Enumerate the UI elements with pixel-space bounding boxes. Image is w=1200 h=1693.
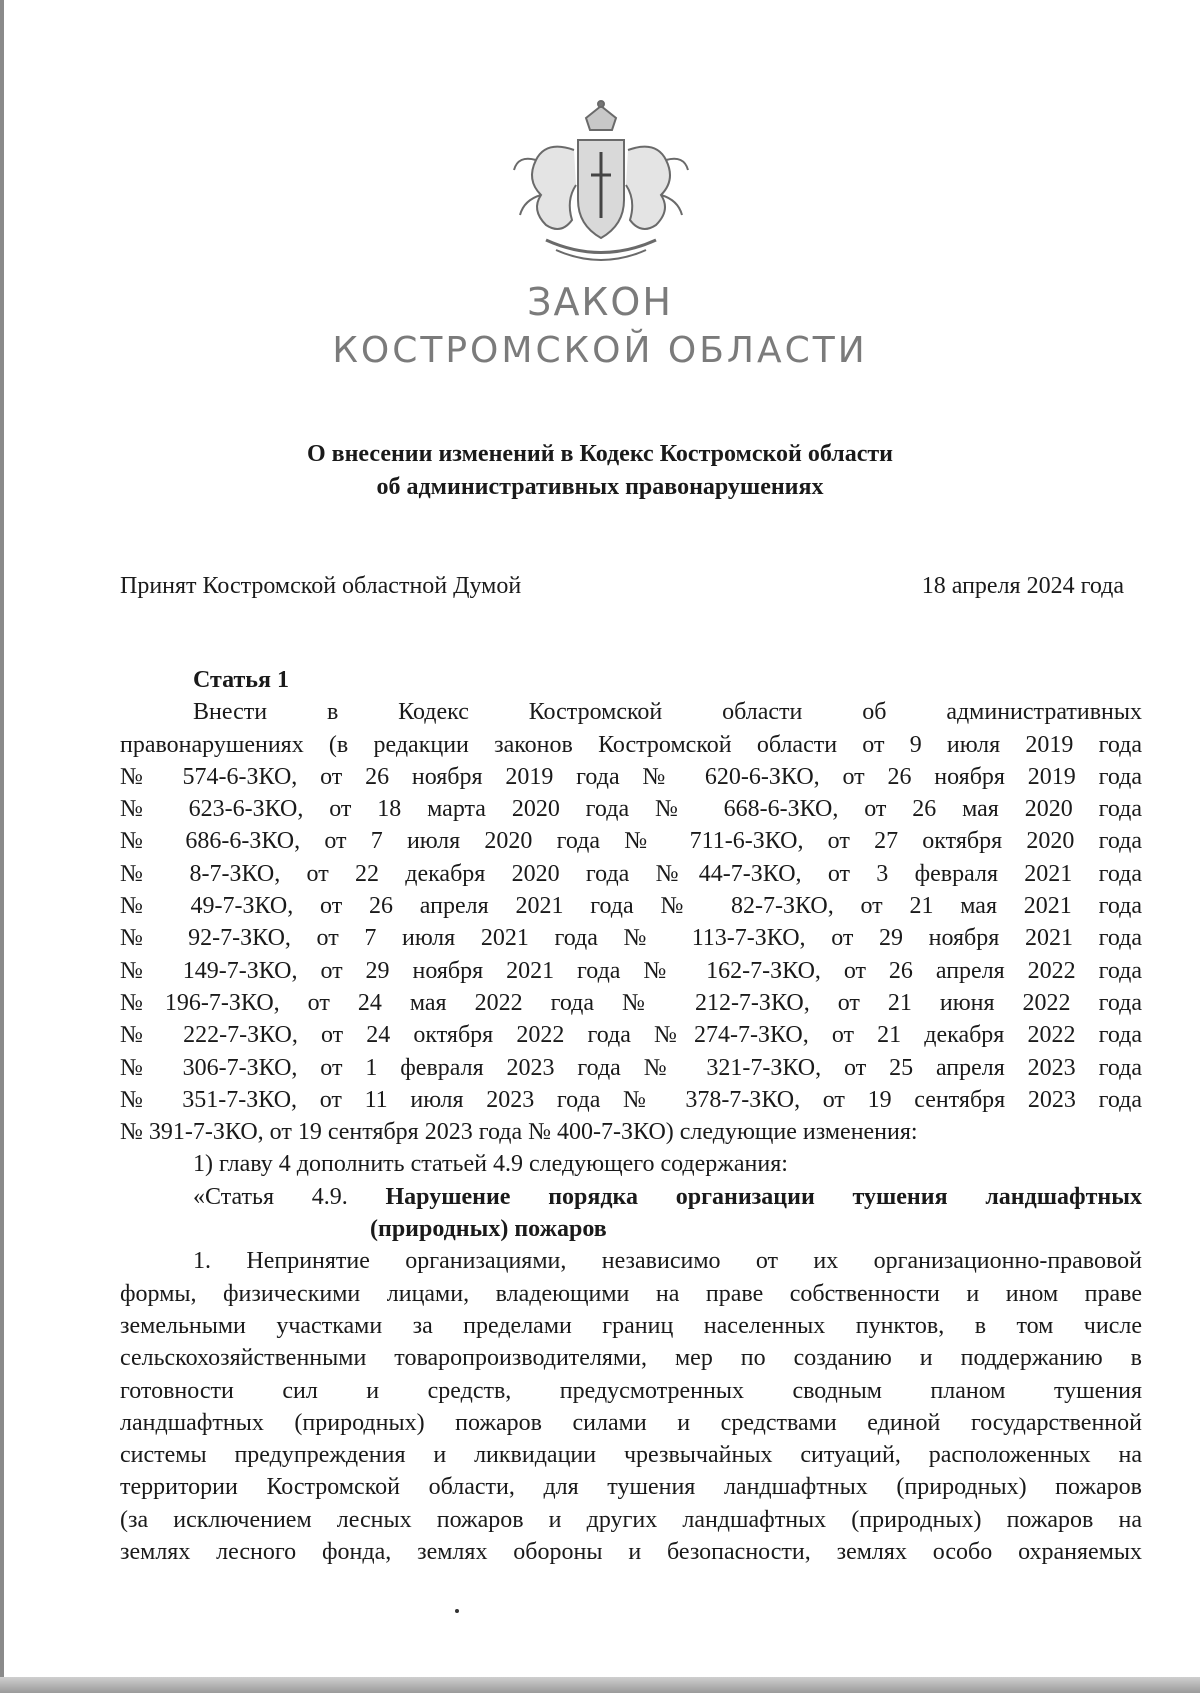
adoption-date: 18 апреля 2024 года [921,573,1124,599]
law-title-line2: КОСТРОМСКОЙ ОБЛАСТИ [332,330,868,371]
law-subject [0,438,1200,504]
article-1-heading: Статья 1 [193,667,289,693]
article-1-line: № 92-7-ЗКО, от 7 июля 2021 года № 113-7-ЗКО, от 29 ноября 2021 года [120,925,1142,952]
article-1-line: правонарушениях (в редакции законов Костромской области от 9 июля 2019 года [120,731,1142,758]
scan-bottom-edge [0,1677,1200,1693]
subject-line2: об административных правонарушениях [376,474,824,500]
coat-of-arms-icon [506,100,696,270]
article-1-line: Внести в Кодекс Костромской области об административных [193,699,1142,726]
article-1-line: № 351-7-ЗКО, от 11 июля 2023 года № 378-7-ЗКО, от 19 сентября 2023 года [120,1086,1142,1113]
paragraph-1-line: 1. Непринятие организациями, независимо от их организационно-правовой [193,1248,1142,1275]
paragraph-1-line: (за исключением лесных пожаров и других ландшафтных (природных) пожаров на [120,1506,1142,1533]
adoption-row [120,571,1124,601]
paragraph-1-line: ландшафтных (природных) пожаров силами и средствами единой государственной [120,1409,1142,1436]
article-1-line: №196-7-ЗКО, от 24 мая 2022 года № 212-7-ЗКО, от 21 июня 2022 года [120,989,1142,1016]
paragraph-1-line: сельскохозяйственными товаропроизводителями, мер по созданию и поддержанию в [120,1345,1142,1372]
article-1-line: № 49-7-ЗКО, от 26 апреля 2021 года № 82-7-ЗКО, от 21 мая 2021 года [120,893,1142,920]
article-1-line: № 222-7-ЗКО, от 24 октября 2022 года №274-7-ЗКО, от 21 декабря 2022 года [120,1022,1142,1049]
paragraph-1-line: земельными участками за пределами границ населенных пунктов, в том числе [120,1312,1142,1339]
article-1-line: № 391-7-ЗКО, от 19 сентября 2023 года № 400-7-ЗКО) следующие изменения: [120,1119,918,1146]
article-1-line: № 8-7-ЗКО, от 22 декабря 2020 года №44-7-ЗКО, от 3 февраля 2021 года [120,860,1142,887]
scan-speck [455,1609,459,1613]
document-body [120,664,1142,1568]
paragraph-1-line: формы, физическими лицами, владеющими на праве собственности и ином праве [120,1280,1142,1307]
article-1-line: № 623-6-ЗКО, от 18 марта 2020 года № 668-6-ЗКО, от 26 мая 2020 года [120,796,1142,823]
article-4-9-title-b: (природных) пожаров [370,1216,607,1243]
scan-left-edge [0,0,4,1693]
paragraph-1-line: территории Костромской области, для тушения ландшафтных (природных) пожаров [120,1474,1142,1501]
article-1-line: № 149-7-ЗКО, от 29 ноября 2021 года № 162-7-ЗКО, от 26 апреля 2022 года [120,957,1142,984]
subject-line1: О внесении изменений в Кодекс Костромской области [306,441,894,467]
article-4-9-prefix: «Статья 4.9. [193,1183,386,1210]
article-4-9-title-a: Нарушение порядка организации тушения ландшафтных [385,1183,1142,1210]
paragraph-1-line: землях лесного фонда, землях обороны и безопасности, землях особо охраняемых [120,1539,1142,1566]
adopted-by: Принят Костромской областной Думой [120,573,522,599]
coat-of-arms-emblem [506,100,696,270]
law-title-line1: ЗАКОН [527,280,673,324]
paragraph-1-line: системы предупреждения и ликвидации чрезвычайных ситуаций, расположенных на [120,1442,1142,1469]
article-4-9-heading [120,1181,1142,1246]
article-1-line: № 574-6-ЗКО, от 26 ноября 2019 года № 620-6-ЗКО, от 26 ноября 2019 года [120,763,1142,790]
article-1-line: № 686-6-ЗКО, от 7 июля 2020 года № 711-6-ЗКО, от 27 октября 2020 года [120,828,1142,855]
article-1-line: № 306-7-ЗКО, от 1 февраля 2023 года № 321-7-ЗКО, от 25 апреля 2023 года [120,1054,1142,1081]
paragraph-1-line: готовности сил и средств, предусмотренных сводным планом тушения [120,1377,1142,1404]
item-1: 1) главу 4 дополнить статьей 4.9 следующего содержания: [193,1151,788,1178]
